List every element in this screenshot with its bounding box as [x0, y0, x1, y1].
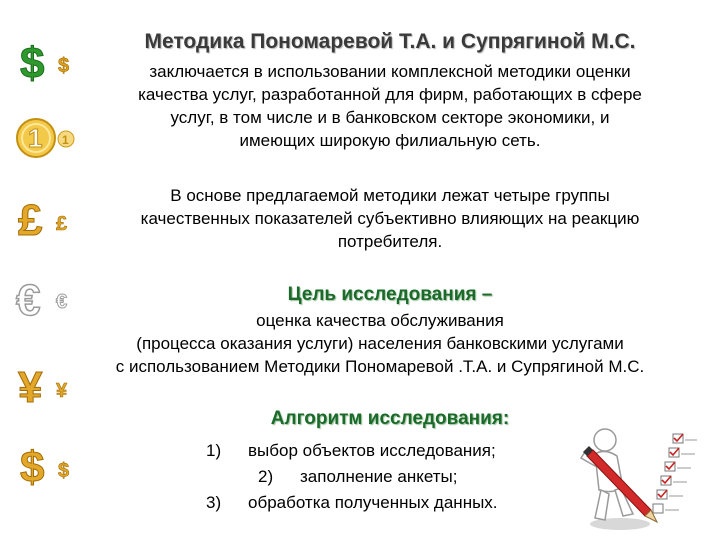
step-text: выбор объектов исследования;: [248, 441, 496, 460]
svg-text:€: €: [16, 276, 41, 325]
basis-line: В основе предлагаемой методики лежат четыре группы: [170, 186, 610, 205]
basis-line: потребителя.: [337, 232, 443, 251]
coin-one-icon: [17, 119, 74, 157]
checklist-illustration: [565, 412, 705, 534]
step-number: 3): [206, 493, 222, 512]
dollar-icon: [20, 443, 69, 492]
basis-line: качественных показателей субъективно влияющих на реакцию: [140, 209, 640, 228]
step-number: 2): [258, 467, 274, 486]
pencil-icon: [583, 446, 657, 522]
intro-paragraph: [80, 60, 700, 152]
goal-heading: Цель исследования –: [287, 284, 493, 305]
svg-text:$: $: [20, 443, 45, 492]
svg-text:¥: ¥: [56, 380, 68, 402]
goal-line: с использованием Методики Пономаревой .Т.А. и Супрягиной М.С.: [115, 357, 645, 376]
basis-paragraph: [80, 184, 700, 253]
step-text: заполнение анкеты;: [300, 467, 458, 486]
algorithm-step: [206, 438, 496, 464]
goal-paragraph: [40, 309, 720, 378]
svg-text:1: 1: [28, 123, 43, 153]
intro-line: заключается в использовании комплексной методики оценки: [149, 62, 631, 81]
intro-line: услуг, в том числе и в банковском секторе экономики, и: [170, 108, 610, 127]
algorithm-step: [206, 490, 498, 516]
svg-text:$: $: [58, 55, 70, 77]
pound-icon: [18, 196, 67, 245]
slide-title: Методика Пономаревой Т.А. и Супрягиной М.С.: [144, 30, 636, 53]
svg-text:1: 1: [62, 133, 69, 147]
checklist-figure-svg: [565, 412, 705, 534]
svg-text:$: $: [20, 39, 45, 88]
svg-text:¥: ¥: [18, 363, 43, 412]
svg-text:$: $: [58, 460, 70, 482]
goal-line: (процесса оказания услуги) населения банковскими услугами: [136, 334, 624, 353]
svg-text:£: £: [56, 213, 68, 235]
checkbox-list: [653, 434, 697, 513]
goal-line: оценка качества обслуживания: [256, 311, 504, 330]
svg-text:£: £: [18, 196, 43, 245]
svg-text:€: €: [56, 291, 68, 313]
algorithm-step: [258, 464, 457, 490]
step-number: 1): [206, 441, 222, 460]
intro-line: имеющих широкую филиальную сеть.: [239, 131, 541, 150]
step-text: обработка полученных данных.: [248, 493, 498, 512]
intro-line: качества услуг, разработанной для фирм, работающих в сфере: [138, 85, 642, 104]
algorithm-heading: Алгоритм исследования:: [270, 408, 510, 429]
